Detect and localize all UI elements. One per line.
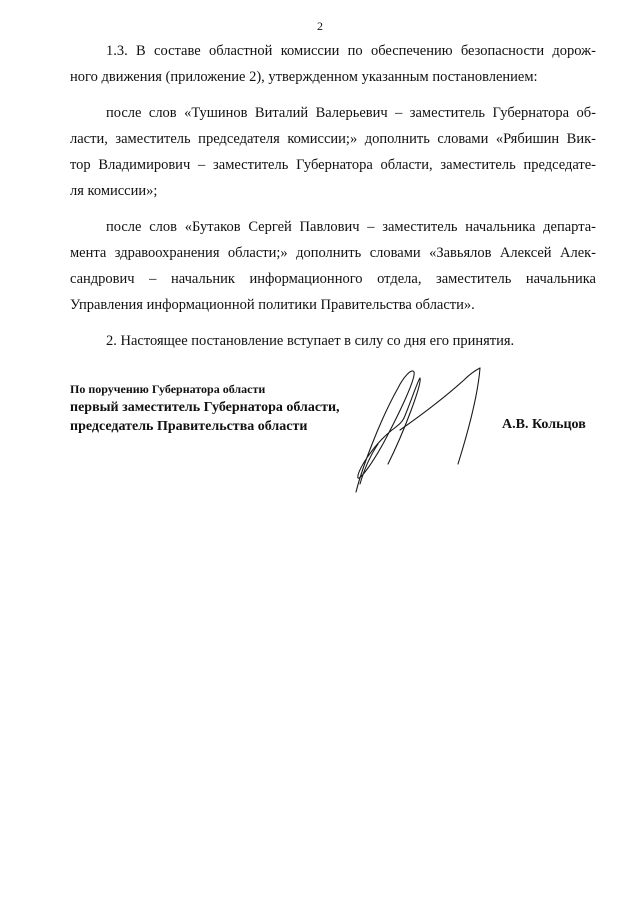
text-line: ного движения (приложение 2), утвержденном указанным постановлением:: [70, 69, 538, 85]
text-line: 2. Настоящее постановление вступает в силу со дня его принятия.: [106, 333, 515, 349]
text-line: ласти, заместитель председателя комиссии;» дополнить словами «Рябишин Вик-: [70, 131, 596, 147]
text-line: после слов «Бутаков Сергей Павлович – заместитель начальника департа-: [106, 219, 596, 235]
signature-instruction: По поручению Губернатора области: [70, 382, 266, 396]
paragraph-tushinov: [70, 100, 596, 204]
paragraph-1-3: [70, 38, 596, 90]
text-line: после слов «Тушинов Виталий Валерьевич – заместитель Губернатора об-: [106, 105, 596, 121]
page-number: 2: [317, 19, 323, 33]
text-line: мента здравоохранения области;» дополнить словами «Завьялов Алексей Алек-: [70, 245, 596, 261]
text-line: ля комиссии»;: [70, 183, 158, 199]
text-line: 1.3. В составе областной комиссии по обеспечению безопасности дорож-: [106, 43, 596, 59]
signature-position-line-2: председатель Правительства области: [70, 419, 308, 434]
text-line: Управления информационной политики Правительства области».: [70, 297, 475, 313]
signatory-name: А.В. Кольцов: [502, 417, 586, 432]
handwritten-signature: [340, 360, 510, 500]
text-line: сандрович – начальник информационного отдела, заместитель начальника: [70, 271, 596, 287]
signature-position-line-1: первый заместитель Губернатора области,: [70, 400, 340, 415]
paragraph-butakov: [70, 214, 596, 318]
paragraph-2: [70, 328, 596, 354]
document-body: [70, 38, 596, 364]
text-line: тор Владимирович – заместитель Губернатора области, заместитель председате-: [70, 157, 596, 173]
